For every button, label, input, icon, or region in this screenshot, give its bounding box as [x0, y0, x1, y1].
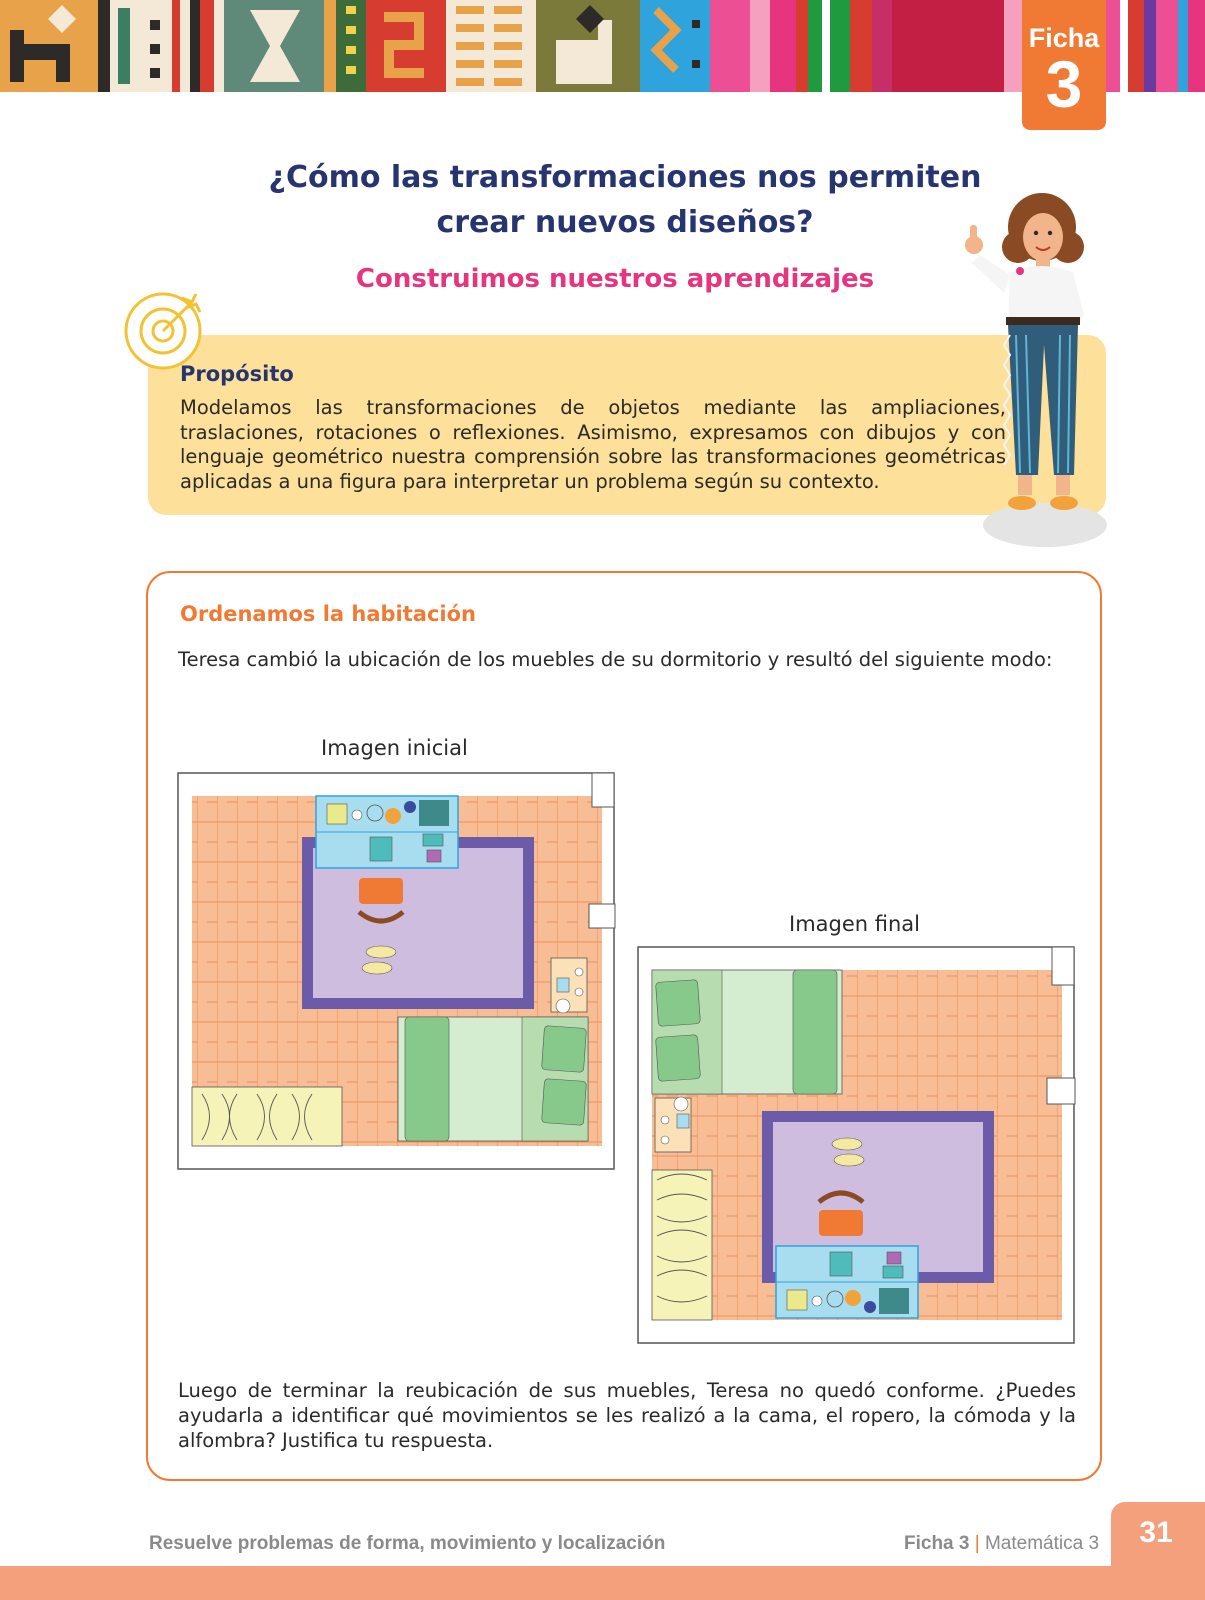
ficha-badge-number: 3 — [1045, 47, 1083, 121]
task-intro-text: Teresa cambió la ubicación de los muebles de su dormitorio y resultó del siguiente modo: — [178, 648, 1053, 671]
footer-subject: Matemática 3 — [984, 1533, 1100, 1554]
task-question-text: Luego de terminar la reubicación de sus muebles, Teresa no quedó conforme. ¿Puedes ayudarla a identificar qué movimientos se les realizó a la cama, el ropero, la cómoda y la alfombra? Justifica tu respuesta. — [178, 1379, 1076, 1452]
page-title — [240, 155, 1010, 245]
footer-ficha-ref: Ficha 3 — [904, 1533, 970, 1554]
page-title-line-1: ¿Cómo las transformaciones nos permiten — [268, 160, 982, 195]
footer-ficha-subject — [904, 1533, 1099, 1555]
ficha-badge-label: Ficha — [1028, 23, 1100, 53]
footer-bar — [0, 1566, 1205, 1600]
purpose-text: Modelamos las transformaciones de objetos mediante las ampliaciones, traslaciones, rotaciones o reflexiones. Asimismo, expresamos con dibujos y con lenguaje geométrico nuestra comprensión sobre las transformaciones geométricas aplicadas a una figura para interpretar un problema según su contexto. — [180, 396, 1006, 493]
task-heading: Ordenamos la habitación — [180, 602, 476, 626]
footer-separator: | — [974, 1533, 980, 1554]
final-image-label: Imagen final — [789, 912, 920, 936]
page-title-line-2: crear nuevos diseños? — [436, 205, 814, 240]
section-subtitle: Construimos nuestros aprendizajes — [355, 264, 875, 294]
footer-competency: Resuelve problemas de forma, movimiento y localización — [149, 1533, 666, 1554]
ficha-badge — [1022, 0, 1106, 130]
page-number: 31 — [1139, 1516, 1173, 1549]
teacher-illustration — [960, 185, 1125, 555]
target-icon — [124, 290, 206, 372]
final-floor-plan — [637, 946, 1077, 1350]
initial-floor-plan — [177, 772, 617, 1176]
initial-image-label: Imagen inicial — [321, 736, 468, 760]
purpose-heading: Propósito — [180, 362, 294, 386]
